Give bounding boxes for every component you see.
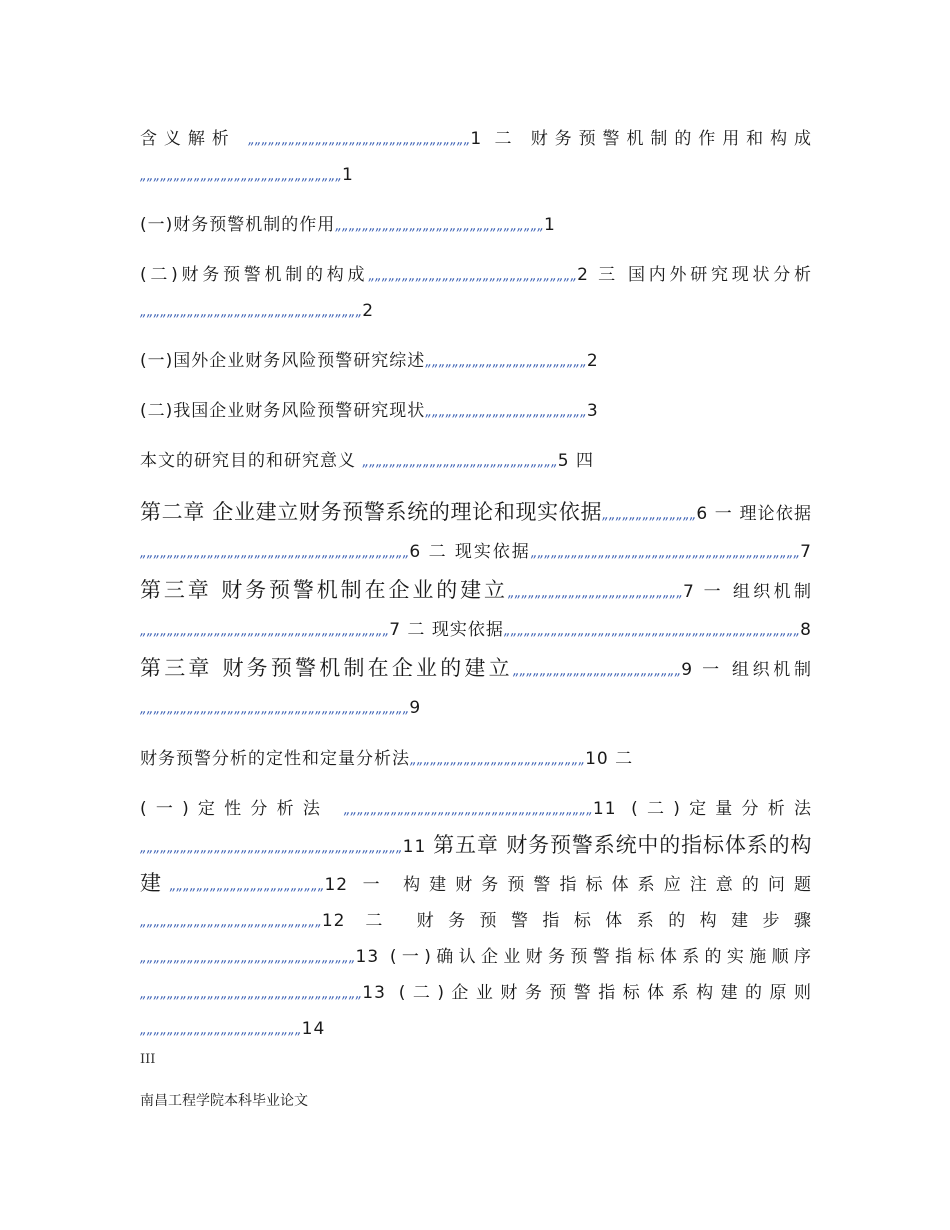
toc-leader-dots: „„„„„„„„„„„„„„„„„„„„„„„„„„„ xyxy=(140,915,322,930)
toc-entry xyxy=(140,444,812,480)
toc-leader-dots: „„„„„„„„„„„„„„„„„„„„„„„„„„„„„„„„„„„„„„„„ xyxy=(140,702,410,717)
toc-leader-dots: „„„„„„„„„„„„„„„„„„„„„„„„ xyxy=(425,355,587,370)
toc-page-number: 8 xyxy=(800,620,812,640)
toc-entry xyxy=(140,344,812,380)
toc-entry-title: 财务预警分析的定性和定量分析法 xyxy=(140,749,410,769)
toc-page-number: 3 xyxy=(586,401,599,421)
toc-leader-dots: „„„„„„„„„„„„„„„„„„„„„„„„„ xyxy=(512,664,682,679)
toc-entry-title: (二)财务预警机制的构成 xyxy=(140,265,369,285)
toc-leader-dots: „„„„„„„„„„„„„„„„„„„„„„„ xyxy=(169,879,325,894)
toc-entry-text: 6 一 理论依据 xyxy=(696,504,812,524)
chapter-heading: 第三章 财务预警机制在企业的建立 xyxy=(140,656,513,680)
toc-leader-dots: „„„„„„„„„„„„„„ xyxy=(602,508,697,523)
toc-page-number: 10 二 xyxy=(585,749,634,769)
toc-page-number: 5 四 xyxy=(557,451,594,471)
toc-entry-text: 12 二 财务预警指标体系的构建步骤 xyxy=(321,911,812,931)
toc-leader-dots: „„„„„„„„„„„„„„„„„„„„„„„„„„„„„„„„ xyxy=(140,951,356,966)
toc-entry-title: (一)财务预警机制的作用 xyxy=(140,215,336,235)
toc-leader-dots: „„„„„„„„„„„„„„„„„„„„„„„„„„„„„ xyxy=(362,455,558,470)
toc-leader-dots: „„„„„„„„„„„„„„„„„„„„„„„„„„„„„„„„„„„„„ xyxy=(343,803,593,818)
toc-leader-dots: „„„„„„„„„„„„„„„„„„„„„„„„„„„„„„„„„ xyxy=(140,305,363,320)
toc-entry-text: 13 (二)企业财务预警指标体系构建的原则 xyxy=(362,983,812,1003)
toc-leader-dots: „„„„„„„„„„„„„„„„„„„„„„„„„„„„„„„ xyxy=(368,269,578,284)
toc-entry xyxy=(140,122,812,194)
toc-page-number: 2 xyxy=(362,301,375,321)
toc-entry-text: 9 一 组织机制 xyxy=(681,660,812,680)
toc-leader-dots: „„„„„„„„„„„„„„„„„„„„„„„„ xyxy=(140,1023,302,1038)
toc-entry-text: 1 二 财务预警机制的作用和构成 xyxy=(470,129,812,149)
toc-chapter-block xyxy=(140,792,812,1048)
toc-chapter-block xyxy=(140,494,812,728)
toc-leader-dots: „„„„„„„„„„„„„„„„„„„„„„„„„„„„„„„ xyxy=(335,219,545,234)
toc-entry-title: 含义解析 xyxy=(140,129,249,149)
toc-entry xyxy=(140,208,812,244)
chapter-heading: 第三章 财务预警机制在企业的建立 xyxy=(140,578,508,602)
toc-page-number: 1 xyxy=(342,165,354,185)
toc-page-number: 9 xyxy=(409,698,422,718)
chapter-heading: 第二章 企业建立财务预警系统的理论和现实依据 xyxy=(140,500,603,524)
toc-entry xyxy=(140,258,812,330)
toc-page-number: 1 xyxy=(544,215,556,235)
toc-entry xyxy=(140,742,812,778)
toc-entry-text: 12 一 构建财务预警指标体系应注意的问题 xyxy=(324,875,812,895)
toc-leader-dots: „„„„„„„„„„„„„„„„„„„„„„„„„„ xyxy=(507,586,684,601)
toc-entry xyxy=(140,394,812,430)
toc-entry-title: (二)我国企业财务风险预警研究现状 xyxy=(140,401,426,421)
toc-leader-dots: „„„„„„„„„„„„„„„„„„„„„„„„„„„„„„„„„„„„„„„„ xyxy=(530,546,801,561)
toc-leader-dots: „„„„„„„„„„„„„„„„„„„„„„„„„„„„„„„„„ xyxy=(248,133,471,148)
toc-body xyxy=(140,122,812,1048)
toc-leader-dots: „„„„„„„„„„„„„„„„„„„„„„„„„„„„„„„„„„„„„ xyxy=(140,624,390,639)
toc-entry-title: (一)国外企业财务风险预警研究综述 xyxy=(140,351,426,371)
toc-entry-text: 6 二 现实依据 xyxy=(409,542,531,562)
toc-page-number: 7 xyxy=(800,542,812,562)
toc-entry-title: 本文的研究目的和研究意义 xyxy=(140,451,363,471)
toc-leader-dots: „„„„„„„„„„„„„„„„„„„„„„„„„„ xyxy=(410,753,586,768)
toc-entry-text: 7 一 组织机制 xyxy=(683,582,812,602)
document-footer: 南昌工程学院本科毕业论文 xyxy=(140,1093,308,1109)
toc-page-number: 2 xyxy=(586,351,599,371)
toc-leader-dots: „„„„„„„„„„„„„„„„„„„„„„„„ xyxy=(425,405,587,420)
toc-leader-dots: „„„„„„„„„„„„„„„„„„„„„„„„„„„„„„„„„„„„„„„„ xyxy=(140,546,410,561)
toc-leader-dots: „„„„„„„„„„„„„„„„„„„„„„„„„„„„„„„„„„„„„„„ xyxy=(140,841,403,856)
toc-entry-text: 2 三 国内外研究现状分析 xyxy=(577,265,813,285)
toc-leader-dots: „„„„„„„„„„„„„„„„„„„„„„„„„„„„„„ xyxy=(140,169,343,184)
toc-page-number: 14 xyxy=(301,1019,326,1039)
page-number: III xyxy=(140,1052,156,1067)
toc-leader-dots: „„„„„„„„„„„„„„„„„„„„„„„„„„„„„„„„„„„„„„„„„„„„ xyxy=(503,624,801,639)
toc-entry-text: 11 (二)定量分析法 xyxy=(592,799,812,819)
toc-leader-dots: „„„„„„„„„„„„„„„„„„„„„„„„„„„„„„„„„ xyxy=(140,987,363,1002)
toc-entry-title: (一)定性分析法 xyxy=(140,799,344,819)
toc-entry-text: 7 二 现实依据 xyxy=(389,620,504,640)
chapter-heading: 第五章 财务预警系统中的指标体系的构建 xyxy=(140,833,812,895)
toc-page-number: 11 xyxy=(402,837,427,857)
toc-entry-text: 13 (一)确认企业财务预警指标体系的实施顺序 xyxy=(355,947,812,967)
